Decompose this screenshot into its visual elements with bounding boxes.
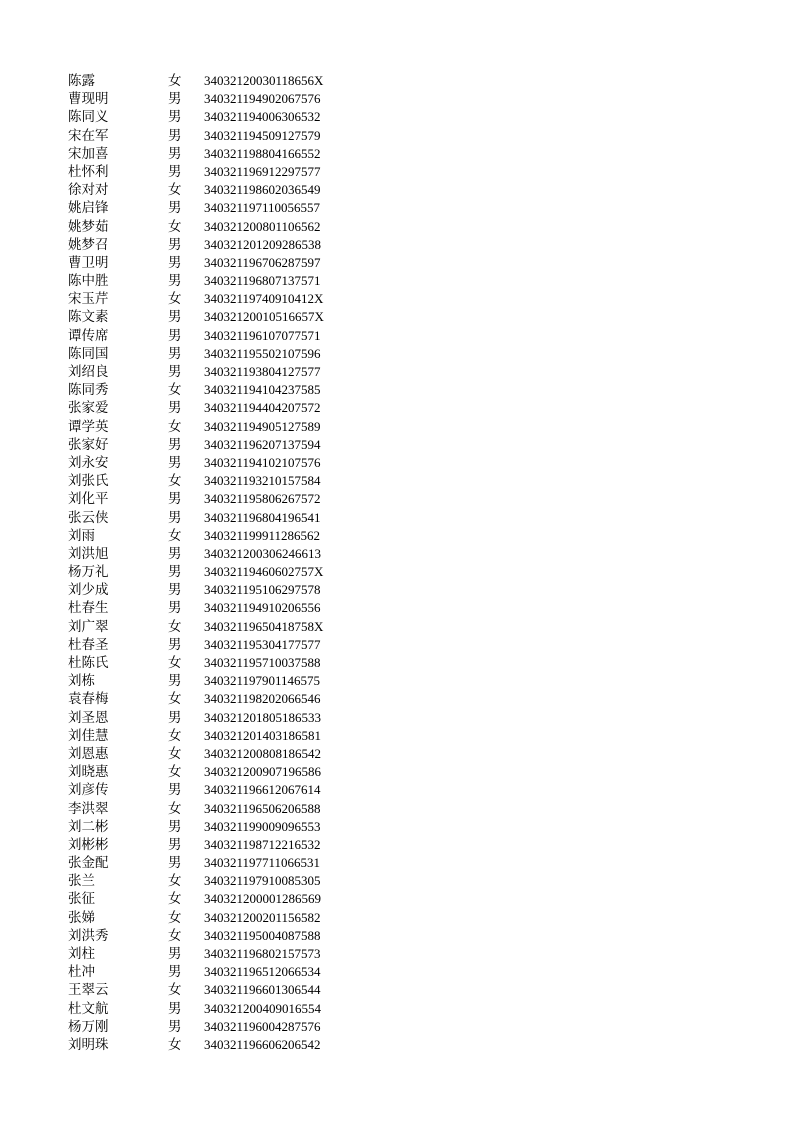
name-cell: 杨万刚 <box>68 1018 109 1035</box>
id-number-cell: 340321196807137571 <box>204 273 321 289</box>
id-number-cell: 340321194404207572 <box>204 400 321 416</box>
table-row <box>68 1036 388 1054</box>
id-number-cell: 340321194102107576 <box>204 454 321 470</box>
name-cell: 刘柱 <box>68 946 95 962</box>
table-row <box>68 236 388 254</box>
table-row <box>68 363 388 381</box>
id-number-cell: 340321200907196586 <box>204 764 321 780</box>
table-row <box>68 690 388 708</box>
table-row <box>68 818 388 836</box>
name-cell: 杜陈氏 <box>68 655 109 671</box>
name-cell: 杜春生 <box>68 600 109 617</box>
id-number-cell: 340321196207137594 <box>204 436 321 452</box>
table-row <box>68 436 388 454</box>
table-row <box>68 927 388 945</box>
table-row <box>68 872 388 890</box>
id-number-cell: 340321196706287597 <box>204 254 321 270</box>
name-cell: 刘圣恩 <box>68 709 109 726</box>
gender-cell: 女 <box>168 982 182 999</box>
gender-cell: 男 <box>168 454 182 471</box>
table-row <box>68 1018 388 1036</box>
id-number-cell: 340321200409016554 <box>204 1000 321 1016</box>
name-cell: 张家好 <box>68 436 109 453</box>
gender-cell: 男 <box>168 236 182 253</box>
table-row <box>68 672 388 690</box>
name-cell: 陈同秀 <box>68 382 109 399</box>
id-number-cell: 34032119460602757X <box>204 564 324 580</box>
gender-cell: 男 <box>168 509 182 526</box>
gender-cell: 女 <box>168 655 182 671</box>
id-number-cell: 340321194902067576 <box>204 91 321 107</box>
gender-cell: 男 <box>168 145 182 162</box>
id-number-cell: 340321196804196541 <box>204 509 321 525</box>
name-cell: 刘少成 <box>68 582 109 599</box>
name-cell: 姚梦召 <box>68 236 109 253</box>
gender-cell: 男 <box>168 436 182 453</box>
id-number-cell: 34032119650418758X <box>204 618 324 634</box>
id-number-cell: 340321195806267572 <box>204 491 321 507</box>
id-number-cell: 340321195004087588 <box>204 927 321 943</box>
id-number-cell: 340321198712216532 <box>204 836 321 852</box>
gender-cell: 女 <box>168 618 182 635</box>
id-number-cell: 340321201805186533 <box>204 709 321 725</box>
name-cell: 刘洪旭 <box>68 545 109 562</box>
id-number-cell: 340321200306246613 <box>204 545 321 561</box>
gender-cell: 女 <box>168 691 182 708</box>
table-row <box>68 727 388 745</box>
table-row <box>68 218 388 236</box>
gender-cell: 男 <box>168 273 182 290</box>
name-cell: 刘广翠 <box>68 618 109 635</box>
id-number-cell: 340321196612067614 <box>204 782 321 798</box>
name-cell: 刘彦传 <box>68 782 109 799</box>
table-row <box>68 781 388 799</box>
table-row <box>68 981 388 999</box>
name-cell: 刘恩惠 <box>68 745 109 762</box>
gender-cell: 女 <box>168 182 182 199</box>
name-cell: 李洪翠 <box>68 800 109 817</box>
gender-cell: 男 <box>168 254 182 271</box>
gender-cell: 男 <box>168 364 182 380</box>
gender-cell: 女 <box>168 418 182 435</box>
name-cell: 杜怀利 <box>68 163 109 180</box>
table-row <box>68 199 388 217</box>
table-row <box>68 763 388 781</box>
id-number-cell: 340321196506206588 <box>204 800 321 816</box>
name-cell: 袁春梅 <box>68 691 109 708</box>
gender-cell: 男 <box>168 600 182 617</box>
id-number-cell: 340321194104237585 <box>204 382 321 398</box>
table-row <box>68 381 388 399</box>
table-row <box>68 454 388 472</box>
gender-cell: 女 <box>168 927 182 944</box>
id-number-cell: 340321196004287576 <box>204 1018 321 1034</box>
table-row <box>68 836 388 854</box>
name-cell: 张娣 <box>68 909 95 926</box>
id-number-cell: 340321197711066531 <box>204 855 321 871</box>
gender-cell: 男 <box>168 400 182 417</box>
id-number-cell: 340321199911286562 <box>204 527 321 543</box>
id-number-cell: 340321194006306532 <box>204 109 321 125</box>
id-number-cell: 340321198804166552 <box>204 145 321 161</box>
id-number-cell: 340321196606206542 <box>204 1036 321 1052</box>
gender-cell: 男 <box>168 709 182 726</box>
gender-cell: 女 <box>168 891 182 908</box>
name-cell: 刘明珠 <box>68 1036 109 1053</box>
gender-cell: 女 <box>168 1036 182 1053</box>
id-number-cell: 340321194910206556 <box>204 600 321 616</box>
table-row <box>68 618 388 636</box>
id-number-cell: 340321195710037588 <box>204 655 321 670</box>
id-number-cell: 340321194905127589 <box>204 418 321 434</box>
gender-cell: 男 <box>168 327 182 344</box>
name-cell: 陈同国 <box>68 345 109 362</box>
name-cell: 王翠云 <box>68 982 109 999</box>
gender-cell: 男 <box>168 564 182 581</box>
id-number-cell: 340321198202066546 <box>204 691 321 707</box>
id-number-cell: 340321200201156582 <box>204 909 321 925</box>
name-cell: 杨万礼 <box>68 564 109 581</box>
table-row <box>68 636 388 654</box>
table-row <box>68 945 388 963</box>
name-cell: 张兰 <box>68 873 95 890</box>
gender-cell: 男 <box>168 127 182 144</box>
name-cell: 杜文航 <box>68 1000 109 1017</box>
gender-cell: 女 <box>168 73 182 89</box>
id-number-cell: 340321198602036549 <box>204 182 321 198</box>
id-number-cell: 340321193804127577 <box>204 364 321 379</box>
table-row <box>68 854 388 872</box>
name-cell: 曹现明 <box>68 91 109 108</box>
name-cell: 宋加喜 <box>68 145 109 162</box>
name-cell: 张家爱 <box>68 400 109 417</box>
gender-cell: 女 <box>168 382 182 399</box>
id-number-cell: 340321196601306544 <box>204 982 321 998</box>
gender-cell: 男 <box>168 91 182 108</box>
id-number-cell: 34032119740910412X <box>204 291 324 307</box>
gender-cell: 女 <box>168 473 182 490</box>
gender-cell: 女 <box>168 727 182 744</box>
gender-cell: 男 <box>168 309 182 326</box>
name-cell: 陈同义 <box>68 109 109 126</box>
table-row <box>68 327 388 345</box>
table-row <box>68 890 388 908</box>
name-cell: 姚梦茹 <box>68 218 109 235</box>
table-row <box>68 290 388 308</box>
name-cell: 刘二彬 <box>68 818 109 835</box>
name-cell: 陈露 <box>68 73 95 89</box>
table-row <box>68 72 388 90</box>
gender-cell: 女 <box>168 873 182 890</box>
table-row <box>68 145 388 163</box>
name-cell: 刘彬彬 <box>68 836 109 853</box>
gender-cell: 男 <box>168 582 182 599</box>
id-number-cell: 340321195106297578 <box>204 582 321 598</box>
id-number-cell: 340321197910085305 <box>204 873 321 889</box>
id-number-cell: 34032120030118656X <box>204 73 324 88</box>
gender-cell: 女 <box>168 800 182 817</box>
table-row <box>68 800 388 818</box>
id-number-cell: 340321199009096553 <box>204 818 321 834</box>
table-row <box>68 709 388 727</box>
id-number-cell: 340321193210157584 <box>204 473 321 489</box>
name-cell: 刘张氏 <box>68 473 109 490</box>
gender-cell: 男 <box>168 636 182 653</box>
id-number-cell: 340321197901146575 <box>204 673 321 689</box>
name-cell: 刘晓惠 <box>68 764 109 781</box>
gender-cell: 女 <box>168 764 182 781</box>
table-row <box>68 490 388 508</box>
id-number-cell: 340321195502107596 <box>204 345 321 361</box>
gender-cell: 男 <box>168 345 182 362</box>
table-row <box>68 163 388 181</box>
id-number-cell: 340321196107077571 <box>204 327 321 343</box>
table-row <box>68 90 388 108</box>
name-cell: 刘永安 <box>68 454 109 471</box>
table-row <box>68 472 388 490</box>
name-cell: 张云侠 <box>68 509 109 526</box>
id-number-cell: 340321201403186581 <box>204 727 321 743</box>
id-number-cell: 340321200001286569 <box>204 891 321 907</box>
gender-cell: 男 <box>168 200 182 217</box>
table-row <box>68 181 388 199</box>
gender-cell: 女 <box>168 527 182 544</box>
gender-cell: 男 <box>168 673 182 690</box>
table-row <box>68 509 388 527</box>
id-number-cell: 340321200808186542 <box>204 745 321 761</box>
gender-cell: 男 <box>168 964 182 981</box>
name-cell: 宋玉芹 <box>68 291 109 308</box>
gender-cell: 男 <box>168 836 182 853</box>
name-cell: 刘化平 <box>68 491 109 508</box>
id-number-cell: 340321194509127579 <box>204 127 321 143</box>
name-cell: 陈文素 <box>68 309 109 326</box>
table-row <box>68 108 388 126</box>
name-cell: 杜冲 <box>68 964 95 981</box>
name-cell: 刘绍良 <box>68 364 109 380</box>
table-row <box>68 545 388 563</box>
table-row <box>68 909 388 927</box>
id-number-cell: 340321196912297577 <box>204 163 321 179</box>
gender-cell: 男 <box>168 1018 182 1035</box>
table-row <box>68 272 388 290</box>
table-row <box>68 599 388 617</box>
name-cell: 刘栋 <box>68 673 95 690</box>
name-cell: 陈中胜 <box>68 273 109 290</box>
gender-cell: 男 <box>168 545 182 562</box>
id-number-cell: 340321196512066534 <box>204 964 321 980</box>
name-cell: 徐对对 <box>68 182 109 199</box>
name-cell: 刘雨 <box>68 527 95 544</box>
gender-cell: 女 <box>168 218 182 235</box>
name-cell: 谭学英 <box>68 418 109 435</box>
name-cell: 张金配 <box>68 855 109 872</box>
gender-cell: 男 <box>168 491 182 508</box>
records-table <box>68 72 388 1054</box>
table-row <box>68 345 388 363</box>
gender-cell: 女 <box>168 909 182 926</box>
name-cell: 宋在军 <box>68 127 109 144</box>
id-number-cell: 34032120010516657X <box>204 309 324 325</box>
name-cell: 谭传席 <box>68 327 109 344</box>
id-number-cell: 340321200801106562 <box>204 218 321 234</box>
gender-cell: 男 <box>168 782 182 799</box>
gender-cell: 男 <box>168 818 182 835</box>
table-row <box>68 654 388 672</box>
gender-cell: 男 <box>168 109 182 126</box>
gender-cell: 男 <box>168 946 182 962</box>
table-row <box>68 745 388 763</box>
name-cell: 张征 <box>68 891 95 908</box>
id-number-cell: 340321195304177577 <box>204 636 321 652</box>
table-row <box>68 527 388 545</box>
table-row <box>68 127 388 145</box>
gender-cell: 男 <box>168 163 182 180</box>
table-row <box>68 581 388 599</box>
gender-cell: 女 <box>168 291 182 308</box>
name-cell: 刘佳慧 <box>68 727 109 744</box>
name-cell: 姚启锋 <box>68 200 109 217</box>
table-row <box>68 399 388 417</box>
name-cell: 刘洪秀 <box>68 927 109 944</box>
table-row <box>68 308 388 326</box>
gender-cell: 男 <box>168 855 182 872</box>
name-cell: 曹卫明 <box>68 254 109 271</box>
gender-cell: 女 <box>168 745 182 762</box>
id-number-cell: 340321197110056557 <box>204 200 321 216</box>
name-cell: 杜春圣 <box>68 636 109 653</box>
table-row <box>68 963 388 981</box>
table-row <box>68 418 388 436</box>
id-number-cell: 340321196802157573 <box>204 946 321 961</box>
table-row <box>68 563 388 581</box>
table-row <box>68 1000 388 1018</box>
gender-cell: 男 <box>168 1000 182 1017</box>
id-number-cell: 340321201209286538 <box>204 236 321 252</box>
table-row <box>68 254 388 272</box>
